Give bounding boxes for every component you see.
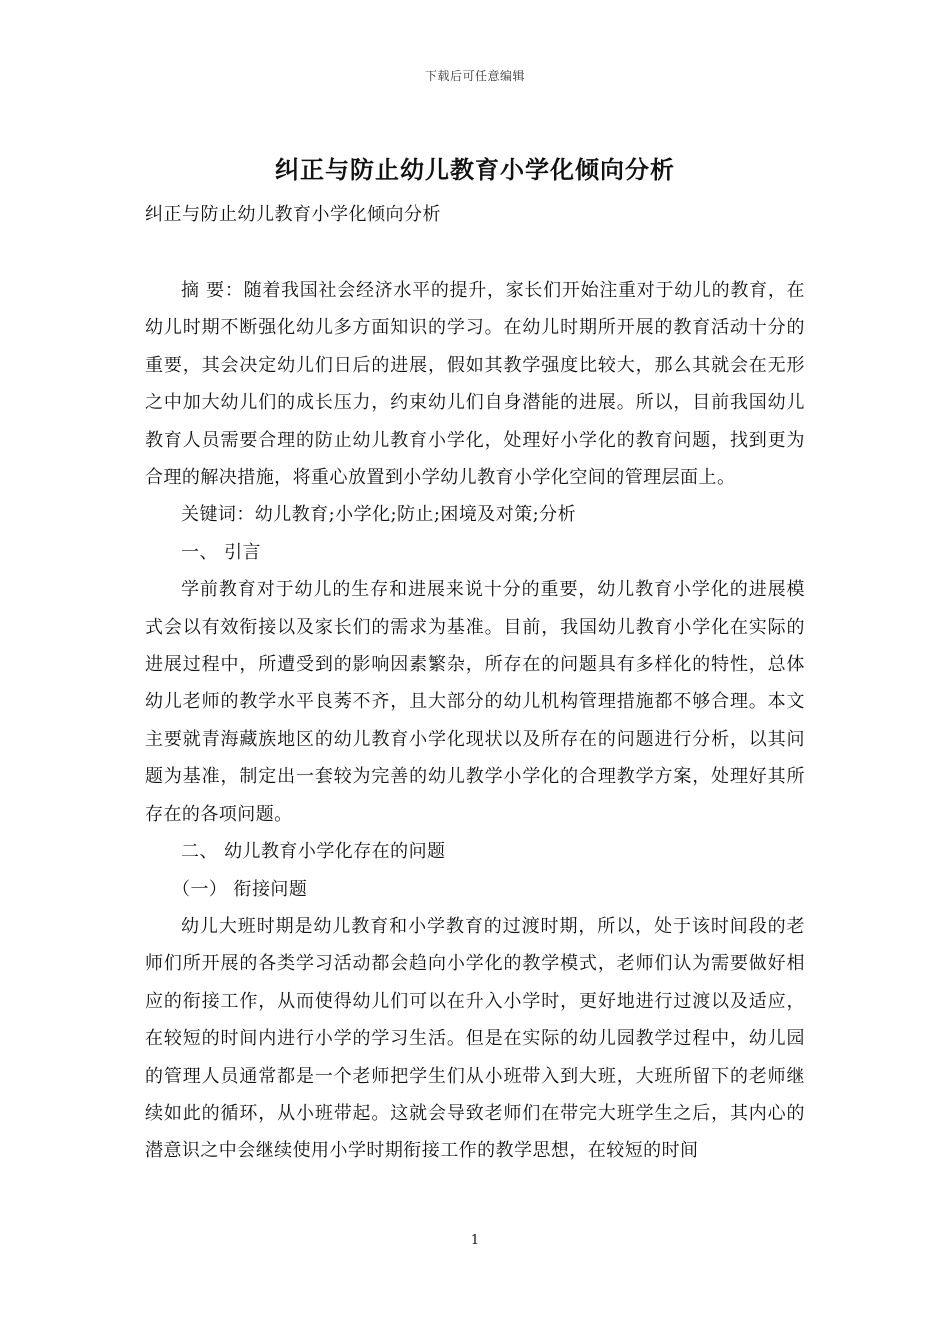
keywords-line: 关键词：幼儿教育;小学化;防止;困境及对策;分析 bbox=[181, 504, 577, 526]
transition-paragraph: 幼儿大班时期是幼儿教育和小学教育的过渡时期，所以，处于该时间段的老师们所开展的各类学习活动都会趋向小学化的教学模式，老师们认为需要做好相应的衔接工作，从而使得幼儿们可以在升入小学时，更好地进行过渡以及适应，在较短的时间内进行小学的学习生活。但是在实际的幼儿园教学过程中，幼儿园的管理人员通常都是一个老师把学生们从小班带入到大班，大班所留下的老师继续如此的循环，从小班带起。这就会导致老师们在带完大班学生之后，其内心的潜意识之中会继续使用小学时期衔接工作的教学思想，在较短的时间 bbox=[145, 915, 805, 1162]
introduction-paragraph: 学前教育对于幼儿的生存和进展来说十分的重要，幼儿教育小学化的进展模式会以有效衔接以及家长们的需求为基准。目前，我国幼儿教育小学化在实际的进展过程中，所遭受到的影响因素繁杂，所存在的问题具有多样化的特性，总体幼儿老师的教学水平良莠不齐，且大部分的幼儿机构管理措施都不够合理。本文主要就青海藏族地区的幼儿教育小学化现状以及所存在的问题进行分析，以其问题为基准，制定出一套较为完善的幼儿教学小学化的合理教学方案，处理好其所存在的各项问题。 bbox=[145, 579, 805, 825]
page-number: 1 bbox=[470, 1233, 480, 1248]
abstract-paragraph: 摘 要：随着我国社会经济水平的提升，家长们开始注重对于幼儿的教育，在幼儿时期不断强化幼儿多方面知识的学习。在幼儿时期所开展的教育活动十分的重要，其会决定幼儿们日后的进展，假如其教学强度比较大，那么其就会在无形之中加大幼儿们的成长压力，约束幼儿们自身潜能的进展。所以，目前我国幼儿教育人员需要合理的防止幼儿教育小学化，处理好小学化的教育问题，找到更为合理的解决措施，将重心放置到小学幼儿教育小学化空间的管理层面上。 bbox=[145, 280, 805, 489]
section-heading-introduction: 一、 引言 bbox=[181, 541, 261, 563]
header-note: 下载后可任意编辑 bbox=[424, 69, 525, 83]
section-heading-problems: 二、 幼儿教育小学化存在的问题 bbox=[181, 841, 446, 863]
document-title: 纠正与防止幼儿教育小学化倾向分析 bbox=[275, 155, 675, 184]
document-subtitle: 纠正与防止幼儿教育小学化倾向分析 bbox=[145, 204, 441, 225]
document-body bbox=[145, 272, 805, 1170]
subsection-heading-transition: （一） 衔接问题 bbox=[172, 878, 308, 900]
